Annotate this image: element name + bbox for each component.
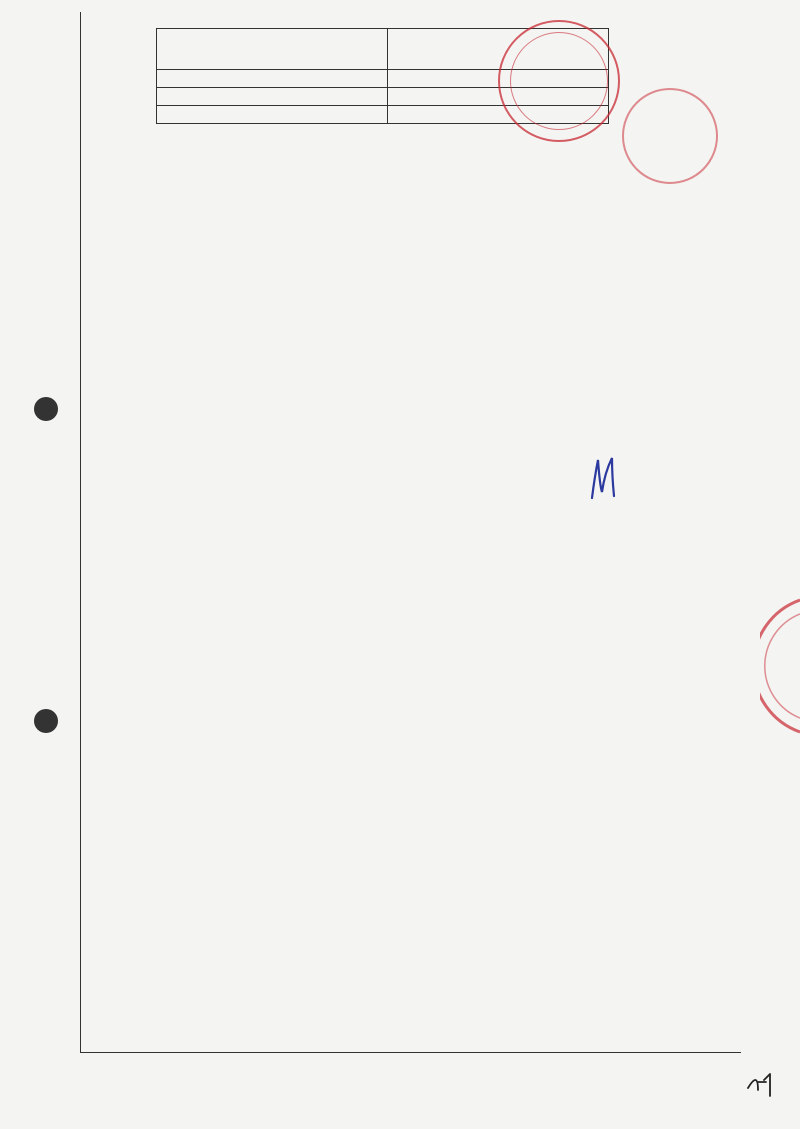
company-stamp xyxy=(498,20,620,142)
punch-hole xyxy=(34,709,58,733)
secondary-stamp xyxy=(622,88,718,184)
table-cell xyxy=(157,88,388,106)
stamp-inner-ring xyxy=(510,32,608,130)
table-cell xyxy=(157,70,388,88)
header-clearance xyxy=(157,29,388,70)
punch-hole xyxy=(34,397,58,421)
handwritten-initials xyxy=(586,452,620,504)
table-cell xyxy=(157,106,388,124)
edge-stamp-fragment xyxy=(760,596,800,736)
handwritten-page-mark xyxy=(744,1070,780,1100)
